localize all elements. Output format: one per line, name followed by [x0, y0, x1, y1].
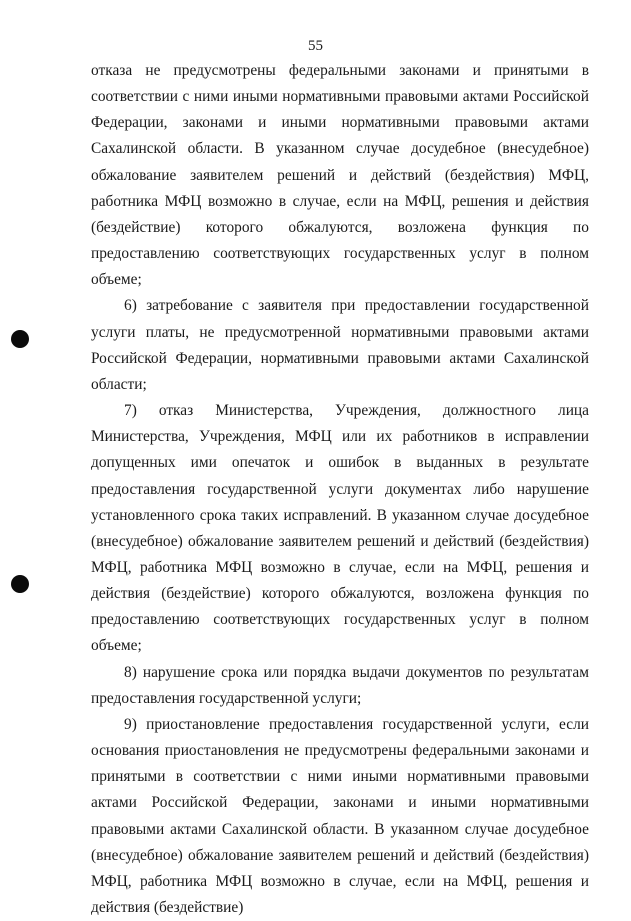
document-body — [91, 58, 589, 921]
punch-hole-mark — [11, 330, 29, 348]
page-number: 55 — [308, 38, 323, 54]
paragraph-item-7: 7) отказ Министерства, Учреждения, должностного лица Министерства, Учреждения, МФЦ или их работников в исправлении допущенных ими опечаток и ошибок в выданных в результате предоставления государственной услуги документах либо нарушение установленного срока таких исправлений. В указанном случае досудебное (внесудебное) обжалование заявителем решений и действий (бездействия) МФЦ, работника МФЦ возможно в случае, если на МФЦ, решения и действия (бездействие) которого обжалуются, возложена функция по предоставлению соответствующих государственных услуг в полном объеме; — [91, 402, 589, 655]
paragraph-item-9: 9) приостановление предоставления государственной услуги, если основания приостановления не предусмотрены федеральными законами и принятыми в соответствии с ними иными нормативными правовыми актами Российской Федерации, законами и иными нормативными правовыми актами Сахалинской области. В указанном случае досудебное (внесудебное) обжалование заявителем решений и действий (бездействия) МФЦ, работника МФЦ возможно в случае, если на МФЦ, решения и действия (бездействие) — [91, 715, 589, 916]
paragraph-item-8: 8) нарушение срока или порядка выдачи документов по результатам предоставления государственной услуги; — [91, 663, 589, 707]
punch-hole-mark — [11, 575, 29, 593]
paragraph-item-6: 6) затребование с заявителя при предоставлении государственной услуги платы, не предусмотренной нормативными правовыми актами Российской Федерации, нормативными правовыми актами Сахалинской области; — [91, 297, 589, 393]
paragraph-continuation: отказа не предусмотрены федеральными законами и принятыми в соответствии с ними иными нормативными правовыми актами Российской Федерации, законами и иными нормативными правовыми актами Сахалинской области. В указанном случае досудебное (внесудебное) обжалование заявителем решений и действий (бездействия) МФЦ, работника МФЦ возможно в случае, если на МФЦ, решения и действия (бездействие) которого обжалуются, возложена функция по предоставлению соответствующих государственных услуг в полном объеме; — [91, 62, 589, 289]
